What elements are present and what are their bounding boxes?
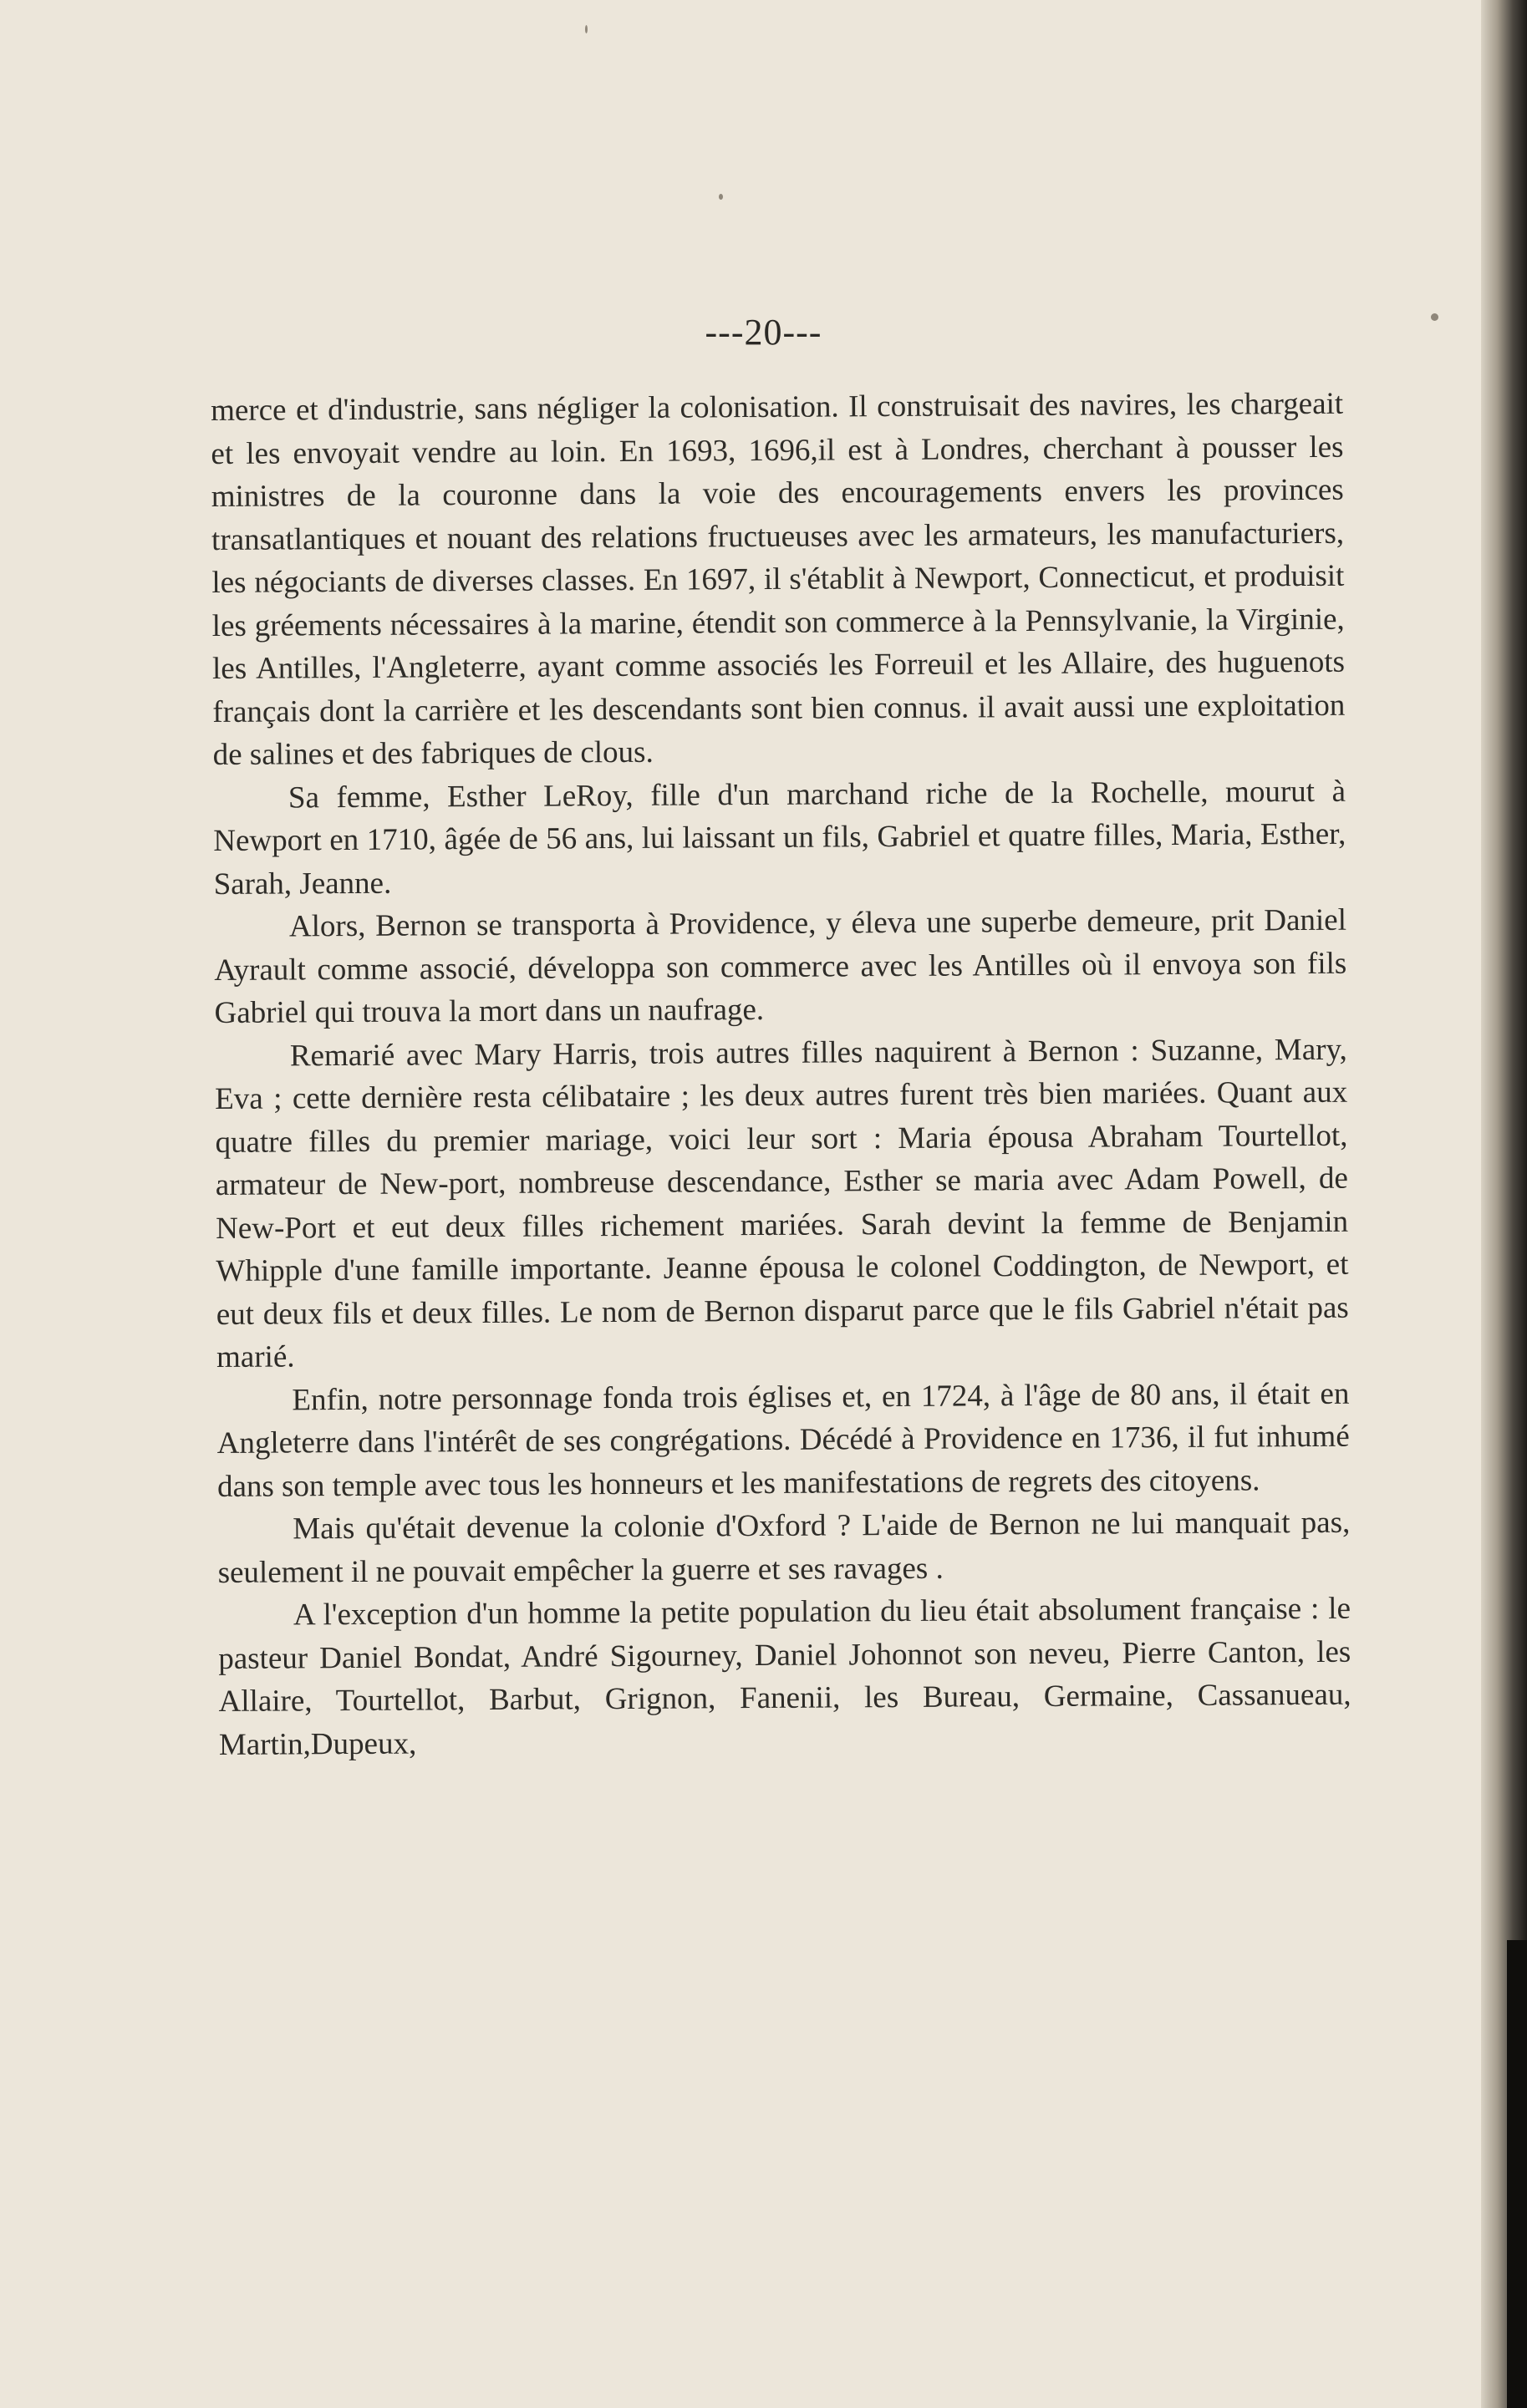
paper-speck: [719, 194, 723, 200]
paragraph: Enfin, notre personnage fonda trois églises et, en 1724, à l'âge de 80 ans, il était en Angleterre dans l'intérêt de ses congrégations. Décédé à Providence en 1736, il fut inhumé dans son temple avec tous les honneurs et les manifestations de regrets des citoyens.: [216, 1376, 1350, 1504]
paragraph: Remarié avec Mary Harris, trois autres filles naquirent à Bernon : Suzanne, Mary, Eva ; cette dernière resta célibataire ; les deux autres furent très bien mariées. Quant aux quatre filles du premier mariage, voici leur sort : Maria épousa Abraham Tourtellot, armateur de New-port, nombreuse descendance, Esther se maria avec Adam Powell, de New-Port et eut deux filles richement mariées. Sarah devint la femme de Benjamin Whipple d'une famille importante. Jeanne épousa le colonel Coddington, de Newport, et eut deux fils et deux filles. Le nom de Bernon disparut parce que le fils Gabriel n'était pas marié.: [215, 1032, 1349, 1374]
paragraph: Mais qu'était devenue la colonie d'Oxford ? L'aide de Bernon ne lui manquait pas, seulement il ne pouvait empêcher la guerre et ses ravages .: [217, 1505, 1351, 1590]
paragraph: Alors, Bernon se transporta à Providence, y éleva une superbe demeure, prit Daniel Ayrault comme associé, développa son commerce avec les Antilles où il envoya son fils Gabriel qui trouva la mort dans un naufrage.: [214, 902, 1347, 1030]
paragraph: A l'exception d'un homme la petite population du lieu était absolument française : le pasteur Daniel Bondat, André Sigourney, Daniel Johonnot son neveu, Pierre Canton, les Allaire, Tourtellot, Barbut, Grignon, Fanenii, les Bureau, Germaine, Cassanueau, Martin,Dupeux,: [218, 1591, 1351, 1762]
paper-speck: [585, 25, 588, 33]
body-text: [211, 383, 1351, 1766]
paragraph: merce et d'industrie, sans négliger la colonisation. Il construisait des navires, les chargeait et les envoyait vendre au loin. En 1693, 1696,il est à Londres, cherchant à pousser les ministres de la couronne dans la voie des encouragements envers les provinces transatlantiques et nouant des relations fructueuses avec les armateurs, les manufacturiers, les négociants de diverses classes. En 1697, il s'établit à Newport, Connecticut, et produisit les gréements nécessaires à la marine, étendit son commerce à la Pennsylvanie, la Virginie, les Antilles, l'Angleterre, ayant comme associés les Forreuil et les Allaire, des huguenots français dont la carrière et les descendants sont bien connus. il avait aussi une exploitation de salines et des fabriques de clous.: [211, 386, 1346, 772]
page-number: ---20---: [705, 312, 822, 353]
paragraph: Sa femme, Esther LeRoy, fille d'un marchand riche de la Rochelle, mourut à Newport en 1710, âgée de 56 ans, lui laissant un fils, Gabriel et quatre filles, Maria, Esther, Sarah, Jeanne.: [213, 774, 1346, 902]
book-spine-shadow: [1507, 1940, 1527, 2408]
